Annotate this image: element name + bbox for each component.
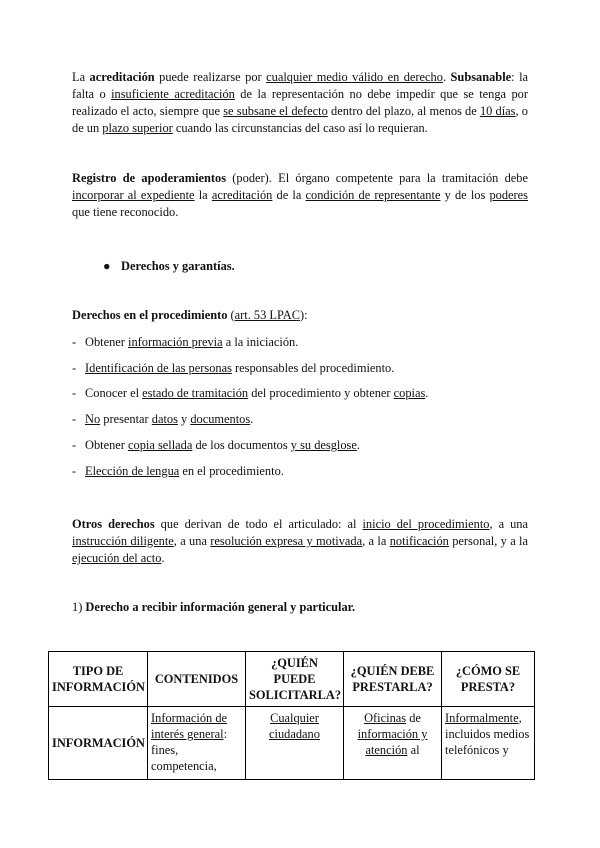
term-acreditacion: acreditación: [89, 70, 155, 84]
underlined-term: Información de interés general: [151, 711, 228, 741]
underlined-term: Identificación de las personas: [85, 361, 232, 375]
underlined-term: incorporar al expediente: [72, 188, 195, 202]
header-como-presta: ¿CÓMO SE PRESTA?: [442, 652, 535, 707]
underlined-term: No: [85, 412, 101, 426]
text-run: .: [161, 551, 165, 565]
text-run: puede realizarse por: [154, 70, 267, 84]
text-run: personal, y a la: [448, 534, 528, 548]
section-bullet-heading: [103, 258, 235, 275]
text-run: dentro del plazo, al menos de: [327, 104, 480, 118]
text-run: , o de un: [72, 104, 528, 135]
underlined-term: se subsane el defecto: [223, 104, 328, 118]
underlined-term: notificación: [389, 534, 449, 548]
underlined-term: datos: [151, 412, 178, 426]
list-item: [72, 385, 428, 402]
text-run: de los documentos: [192, 438, 291, 452]
header-contenidos: CONTENIDOS: [148, 652, 246, 707]
underlined-term: insuficiente acreditación: [111, 87, 235, 101]
article-reference: art. 53 LPAC: [234, 308, 300, 322]
header-tipo-informacion: TIPO DE INFORMACIÓN: [49, 652, 148, 707]
paragraph-acreditacion: [72, 69, 528, 137]
section-heading: Derechos y garantías.: [121, 259, 235, 273]
underlined-term: y su desglose: [290, 438, 357, 452]
list-number: 1): [72, 600, 86, 614]
text-run: Obtener: [85, 438, 129, 452]
cell-como: [442, 707, 535, 780]
text-run: .: [250, 412, 254, 426]
underlined-term: copia sellada: [128, 438, 193, 452]
term-otros-derechos: Otros derechos: [72, 517, 155, 531]
underlined-term: Cualquier ciudadano: [269, 711, 320, 741]
text-run: presentar: [100, 412, 152, 426]
underlined-term: resolución expresa y motivada: [210, 534, 363, 548]
text-run: que derivan de todo el articulado: al: [154, 517, 363, 531]
underlined-term: estado de tramitación: [142, 386, 249, 400]
term-registro: Registro de apoderamientos: [72, 171, 227, 185]
text-run: de la representación no debe impedir que se tenga por realizado el acto, siempre que: [72, 87, 528, 118]
paragraph-otros-derechos: [72, 516, 528, 567]
paragraph-registro-apoderamientos: [72, 170, 528, 221]
term-derechos: Derechos en el procedimiento: [72, 308, 228, 322]
text-run: cuando las circunstancias del caso así lo requieran.: [172, 121, 428, 135]
text-run: La: [72, 70, 90, 84]
underlined-term: información y atención: [357, 727, 428, 757]
information-table: [48, 651, 535, 780]
text-run: .: [425, 386, 429, 400]
text-run: : fines, competencia,: [151, 727, 228, 773]
text-run: de la: [272, 188, 306, 202]
term-subsanable: Subsanable: [450, 70, 512, 84]
cell-contenidos: [148, 707, 246, 780]
table-row: [49, 707, 535, 780]
text-run: ):: [299, 308, 308, 322]
list-item: [72, 334, 298, 351]
list-item: [72, 437, 360, 454]
dash-marker: -: [72, 361, 77, 375]
dash-marker: -: [72, 464, 77, 478]
text-run: responsables del procedimiento.: [231, 361, 395, 375]
dash-marker: -: [72, 438, 77, 452]
underlined-term: información previa: [128, 335, 223, 349]
dash-marker: -: [72, 412, 77, 426]
underlined-term: documentos: [190, 412, 251, 426]
paragraph-derecho-informacion: [72, 599, 528, 616]
bullet-dot-icon: ●: [103, 259, 111, 273]
underlined-term: instrucción diligente: [72, 534, 174, 548]
list-item: [72, 463, 284, 480]
list-item: [72, 360, 394, 377]
text-run: Conocer el: [85, 386, 143, 400]
paragraph-derechos-procedimiento: [72, 307, 528, 324]
underlined-term: ejecución del acto: [72, 551, 162, 565]
dash-marker: -: [72, 335, 77, 349]
text-run: , incluidos medios telefónicos y: [445, 711, 530, 757]
text-run: .: [356, 438, 360, 452]
underlined-term: condición de representante: [305, 188, 441, 202]
text-run: (: [227, 308, 235, 322]
underlined-term: copias: [393, 386, 426, 400]
dash-marker: -: [72, 386, 77, 400]
text-run: en el procedimiento.: [179, 464, 284, 478]
underlined-term: cualquier medio válido en derecho: [266, 70, 443, 84]
header-quien-presta: ¿QUIÉN DEBE PRESTARLA?: [344, 652, 442, 707]
underlined-term: 10 días: [479, 104, 516, 118]
text-run: , a una: [489, 517, 528, 531]
text-run: : la falta o: [72, 70, 529, 101]
underlined-term: inicio del procedimiento: [362, 517, 490, 531]
text-run: la: [194, 188, 212, 202]
table-header-row: [49, 652, 535, 707]
cell-solicitante: [246, 707, 344, 780]
underlined-term: Informalmente: [445, 711, 519, 725]
cell-tipo: INFORMACIÓN: [49, 707, 148, 780]
cell-prestador: [344, 707, 442, 780]
text-run: del procedimiento y obtener: [248, 386, 394, 400]
text-run: , a una: [173, 534, 211, 548]
text-run: que tiene reconocido.: [72, 205, 179, 219]
underlined-term: plazo superior: [102, 121, 173, 135]
text-run: , a la: [362, 534, 390, 548]
underlined-term: Oficinas: [364, 711, 407, 725]
text-run: al: [407, 743, 420, 757]
text-run: .: [442, 70, 451, 84]
text-run: (poder). El órgano competente para la tramitación debe: [226, 171, 528, 185]
list-item: [72, 411, 253, 428]
text-run: a la iniciación.: [222, 335, 299, 349]
text-run: Obtener: [85, 335, 129, 349]
underlined-term: acreditación: [211, 188, 273, 202]
text-run: y de los: [440, 188, 490, 202]
text-run: de: [406, 711, 421, 725]
header-quien-solicita: ¿QUIÉN PUEDE SOLICITARLA?: [246, 652, 344, 707]
subsection-heading: Derecho a recibir información general y particular.: [85, 600, 356, 614]
underlined-term: Elección de lengua: [85, 464, 180, 478]
text-run: y: [177, 412, 191, 426]
underlined-term: poderes: [489, 188, 529, 202]
